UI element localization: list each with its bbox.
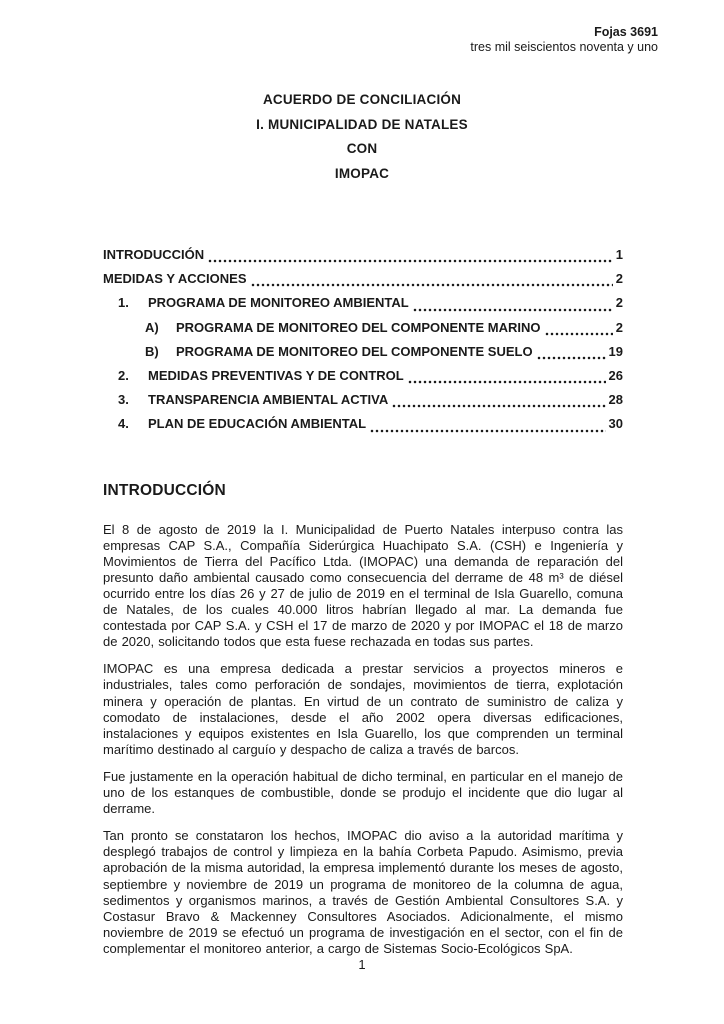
toc-dot-leader bbox=[537, 356, 606, 360]
toc-entry-label: TRANSPARENCIA AMBIENTAL ACTIVA bbox=[148, 392, 389, 408]
toc-entry-label: MEDIDAS Y ACCIONES bbox=[103, 271, 247, 287]
title-line-2: I. MUNICIPALIDAD DE NATALES bbox=[256, 116, 468, 132]
toc-entry bbox=[103, 412, 623, 436]
toc-entry-page-number: 19 bbox=[608, 343, 623, 359]
toc-entry-page-number: 1 bbox=[615, 247, 623, 262]
page-number: 1 bbox=[358, 957, 366, 972]
toc-entry bbox=[103, 291, 623, 315]
introduction-paragraph-3: Fue justamente en la operación habitual de dicho terminal, en particular en el manejo de uno de los estanques de combustible, donde se produjo el incidente que dio lugar al derrame. bbox=[103, 768, 623, 817]
toc-dot-leader bbox=[392, 404, 605, 408]
introduction-body bbox=[0, 522, 724, 957]
toc-entry-marker: 1. bbox=[118, 295, 129, 311]
toc-entry-page-number: 2 bbox=[615, 295, 623, 311]
toc-dot-leader bbox=[545, 332, 613, 336]
introduction-paragraph-2: IMOPAC es una empresa dedicada a prestar servicios a proyectos mineros e industriales, tales como perforación de sondajes, movimientos de tierra, explotación minera y operación de plantas. En virtud de un contrato de suministro de caliza y comodato de instalaciones, desde el año 2002 opera diversas edificaciones, instalaciones y equipos existentes en Isla Guarello, los que comprenden un terminal marítimo destinado al carguío y despacho de caliza a través de barcos. bbox=[103, 661, 623, 757]
toc-dot-leader bbox=[413, 308, 613, 312]
folio-number: Fojas 3691 bbox=[594, 25, 658, 39]
folio-block bbox=[0, 25, 724, 55]
toc-entry bbox=[103, 243, 623, 267]
toc-entry-marker: B) bbox=[145, 343, 159, 359]
toc-entry-label: PROGRAMA DE MONITOREO AMBIENTAL bbox=[148, 295, 409, 311]
introduction-paragraph-1: El 8 de agosto de 2019 la I. Municipalidad de Puerto Natales interpuso contra las empresas CAP S.A., Compañía Siderúrgica Huachipato S.A. (CSH) e Ingeniería y Movimientos de Tierra del Pacífico Ltda. (IMOPAC) una demanda de reparación del presunto daño ambiental causado como consecuencia del derrame de 48 m³ de diésel ocurrido entre los días 26 y 27 de julio de 2019 en el terminal de Isla Guarello, comuna de Natales, de los cuales 40.000 litros habrían llegado al mar. La demanda fue contestada por CAP S.A. y CSH el 17 de marzo de 2020 y por IMOPAC el 18 de marzo de 2020, solicitando todos que esta fuese rechazada en todas sus partes. bbox=[103, 521, 623, 650]
toc-dot-leader bbox=[370, 429, 605, 433]
section-heading-introduccion: INTRODUCCIÓN bbox=[103, 481, 226, 499]
toc-entry-marker: 4. bbox=[118, 416, 129, 432]
toc-entry-label: PROGRAMA DE MONITOREO DEL COMPONENTE MARINO bbox=[176, 319, 541, 335]
toc-dot-leader bbox=[208, 259, 613, 263]
toc-entry-label: INTRODUCCIÓN bbox=[103, 247, 205, 262]
toc-entry-label: PROGRAMA DE MONITOREO DEL COMPONENTE SUELO bbox=[176, 343, 533, 359]
table-of-contents bbox=[0, 243, 724, 437]
toc-entry bbox=[103, 340, 623, 364]
toc-entry-label: MEDIDAS PREVENTIVAS Y DE CONTROL bbox=[148, 368, 404, 384]
toc-entry-marker: 2. bbox=[118, 368, 129, 384]
toc-dot-leader bbox=[251, 283, 613, 287]
title-line-3: CON bbox=[346, 141, 378, 156]
toc-entry-marker: 3. bbox=[118, 392, 129, 408]
title-line-4: IMOPAC bbox=[334, 165, 390, 181]
document-title bbox=[0, 88, 724, 186]
folio-number-words: tres mil seiscientos noventa y uno bbox=[470, 40, 658, 54]
toc-entry-marker: A) bbox=[145, 319, 159, 335]
toc-entry bbox=[103, 316, 623, 340]
title-line-1: ACUERDO DE CONCILIACIÓN bbox=[262, 92, 462, 107]
toc-entry-label: PLAN DE EDUCACIÓN AMBIENTAL bbox=[148, 416, 367, 432]
toc-entry-page-number: 2 bbox=[615, 271, 623, 287]
introduction-paragraph-4: Tan pronto se constataron los hechos, IMOPAC dio aviso a la autoridad marítima y desplegó trabajos de control y limpieza en la bahía Corbeta Papudo. Asimismo, previa aprobación de la misma autoridad, la empresa implementó durante los meses de agosto, septiembre y noviembre de 2019 un programa de monitoreo de la columna de agua, sedimentos y organismos marinos, a través de Gestión Ambiental Consultores S.A. y Costasur Bravo & Mackenney Consultores Asociados. Adicionalmente, el mismo noviembre de 2019 se efectuó un programa de investigación en el sector, con el fin de complementar el monitoreo anterior, a cargo de Sistemas Socio-Ecológicos SpA. bbox=[103, 828, 623, 956]
toc-entry bbox=[103, 364, 623, 388]
toc-entry-page-number: 26 bbox=[608, 368, 623, 384]
toc-entry-page-number: 2 bbox=[615, 319, 623, 335]
toc-entry-page-number: 30 bbox=[608, 416, 623, 432]
toc-entry-page-number: 28 bbox=[608, 392, 623, 408]
toc-entry bbox=[103, 388, 623, 412]
toc-dot-leader bbox=[408, 380, 606, 384]
toc-entry bbox=[103, 267, 623, 291]
